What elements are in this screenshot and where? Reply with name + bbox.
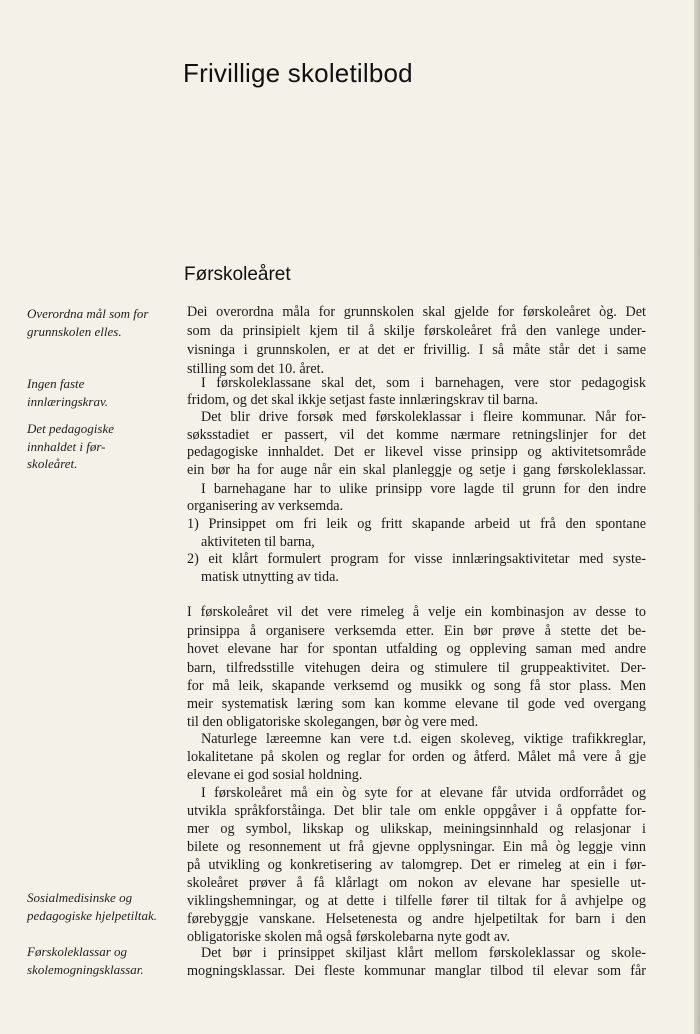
body-line: bilete og resonnement ut frå gjevne opplysningar. Ein må òg leggje vinn bbox=[187, 839, 646, 855]
body-line: på utvikling og konkretisering av talomgrep. Det er rimeleg at ein i før- bbox=[187, 857, 646, 873]
body-line: obligatoriske skolen må også førskolebarna nyte godt av. bbox=[187, 929, 510, 945]
body-line: søksstadiet er passert, vil det komme nærmare retningslinjer for det bbox=[187, 427, 646, 443]
body-line: organisering av verksemda. bbox=[187, 498, 344, 514]
body-line: for må leik, skapande verksemd og musikk og song få stor plass. Men bbox=[187, 678, 646, 694]
body-line: visninga i grunnskolen, er at det er frivillig. I så måte står det i same bbox=[187, 342, 646, 358]
page-title: Frivillige skoletilbod bbox=[183, 58, 413, 88]
body-line: stilling som det 10. året. bbox=[187, 361, 325, 377]
body-line: I førskoleklassane skal det, som i barnehagen, vere stor pedagogisk bbox=[201, 375, 646, 391]
body-line: I barnehagane har to ulike prinsipp vore lagde til grunn for den indre bbox=[201, 481, 646, 497]
body-line: hovet elevane har for spontan utfalding og oppleving saman med andre bbox=[187, 641, 646, 657]
body-line: mogningsklassar. Dei fleste kommunar manglar tilbod til elevar som får bbox=[187, 963, 646, 979]
body-line: pedagogiske innhaldet. Det er likevel visse prinsipp og aktivitetsområde bbox=[187, 444, 646, 460]
body-line: Det blir drive forsøk med førskoleklassar i fleire kommunar. Når for- bbox=[201, 409, 646, 425]
list-item: 1) Prinsippet om fri leik og fritt skapande arbeid ut frå den spontane bbox=[187, 516, 646, 532]
margin-note-requirements: Ingen faste innlæringskrav. bbox=[27, 376, 109, 409]
margin-note-classes: Førskoleklassar og skolemogningsklassar. bbox=[27, 944, 144, 977]
body-line: Naturlege læreemne kan vere t.d. eigen skoleveg, viktige trafikkreglar, bbox=[201, 731, 646, 747]
body-line: skoleåret prøver å få klårlagt om nokon av elevane har spesielle ut- bbox=[187, 875, 646, 891]
margin-note-content: Det pedagogiske innhaldet i før- skoleåret. bbox=[27, 421, 115, 471]
body-line: elevane ei god sosial holdning. bbox=[187, 767, 363, 783]
list-item-cont: aktiviteten til barna, bbox=[201, 534, 315, 550]
list-item-cont: matisk utnytting av tida. bbox=[201, 569, 339, 585]
body-line: I førskoleåret må ein òg syte for at elevane får utvida ordforrådet og bbox=[201, 785, 646, 801]
body-line: fridom, og det skal ikkje setjast faste innlæringskrav til barna. bbox=[187, 392, 539, 408]
body-line: prinsippa å organisere verksemda etter. Ein bør prøve å stette det be- bbox=[187, 623, 646, 639]
list-item: 2) eit klårt formulert program for visse innlæringsaktivitetar med syste- bbox=[187, 551, 646, 567]
body-line: utvikla språkforståinga. Det blir tale om enkle oppgåver i å oppfatte for- bbox=[187, 803, 646, 819]
body-line: barn, tilfredsstille vitehugen deira og stimulere til gruppeaktivitet. Der- bbox=[187, 660, 646, 676]
body-line: mer og symbol, likskap og ulikskap, meiningsinnhald og relasjonar i bbox=[187, 821, 646, 837]
body-line: Det bør i prinsippet skiljast klårt mellom førskoleklassar og skole- bbox=[201, 945, 646, 961]
body-line: meir systematisk læring som kan komme elevane til gode ved overgang bbox=[187, 696, 646, 712]
page-edge bbox=[694, 0, 700, 1034]
margin-note-support: Sosialmedisinske og pedagogiske hjelpetiltak. bbox=[27, 890, 157, 923]
section-title: Førskoleåret bbox=[184, 264, 291, 285]
body-line: førebyggje vanskane. Helsetenesta og andre hjelpetiltak for barn i den bbox=[187, 911, 646, 927]
body-line: som da prinsipielt kjem til å skilje førskoleåret frå den vanlege under- bbox=[187, 323, 646, 339]
body-line: viklingshemningar, og at dette i tilfelle fører til tiltak for å avhjelpe og bbox=[187, 893, 646, 909]
body-line: ein bør ha for auge når ein skal planleggje og setje i gang førskoleklassar. bbox=[187, 462, 646, 478]
margin-note-goals: Overordna mål som for grunnskolen elles. bbox=[27, 306, 149, 339]
body-line: Dei overordna måla for grunnskolen skal gjelde for førskoleåret òg. Det bbox=[187, 304, 646, 320]
body-line: lokalitetane på skolen og reglar for orden og åtferd. Målet må vere å gje bbox=[187, 749, 646, 765]
body-line: I førskoleåret vil det vere rimeleg å velje ein kombinasjon av desse to bbox=[187, 604, 646, 620]
body-line: til den obligatoriske skolegangen, bør òg vere med. bbox=[187, 714, 479, 730]
